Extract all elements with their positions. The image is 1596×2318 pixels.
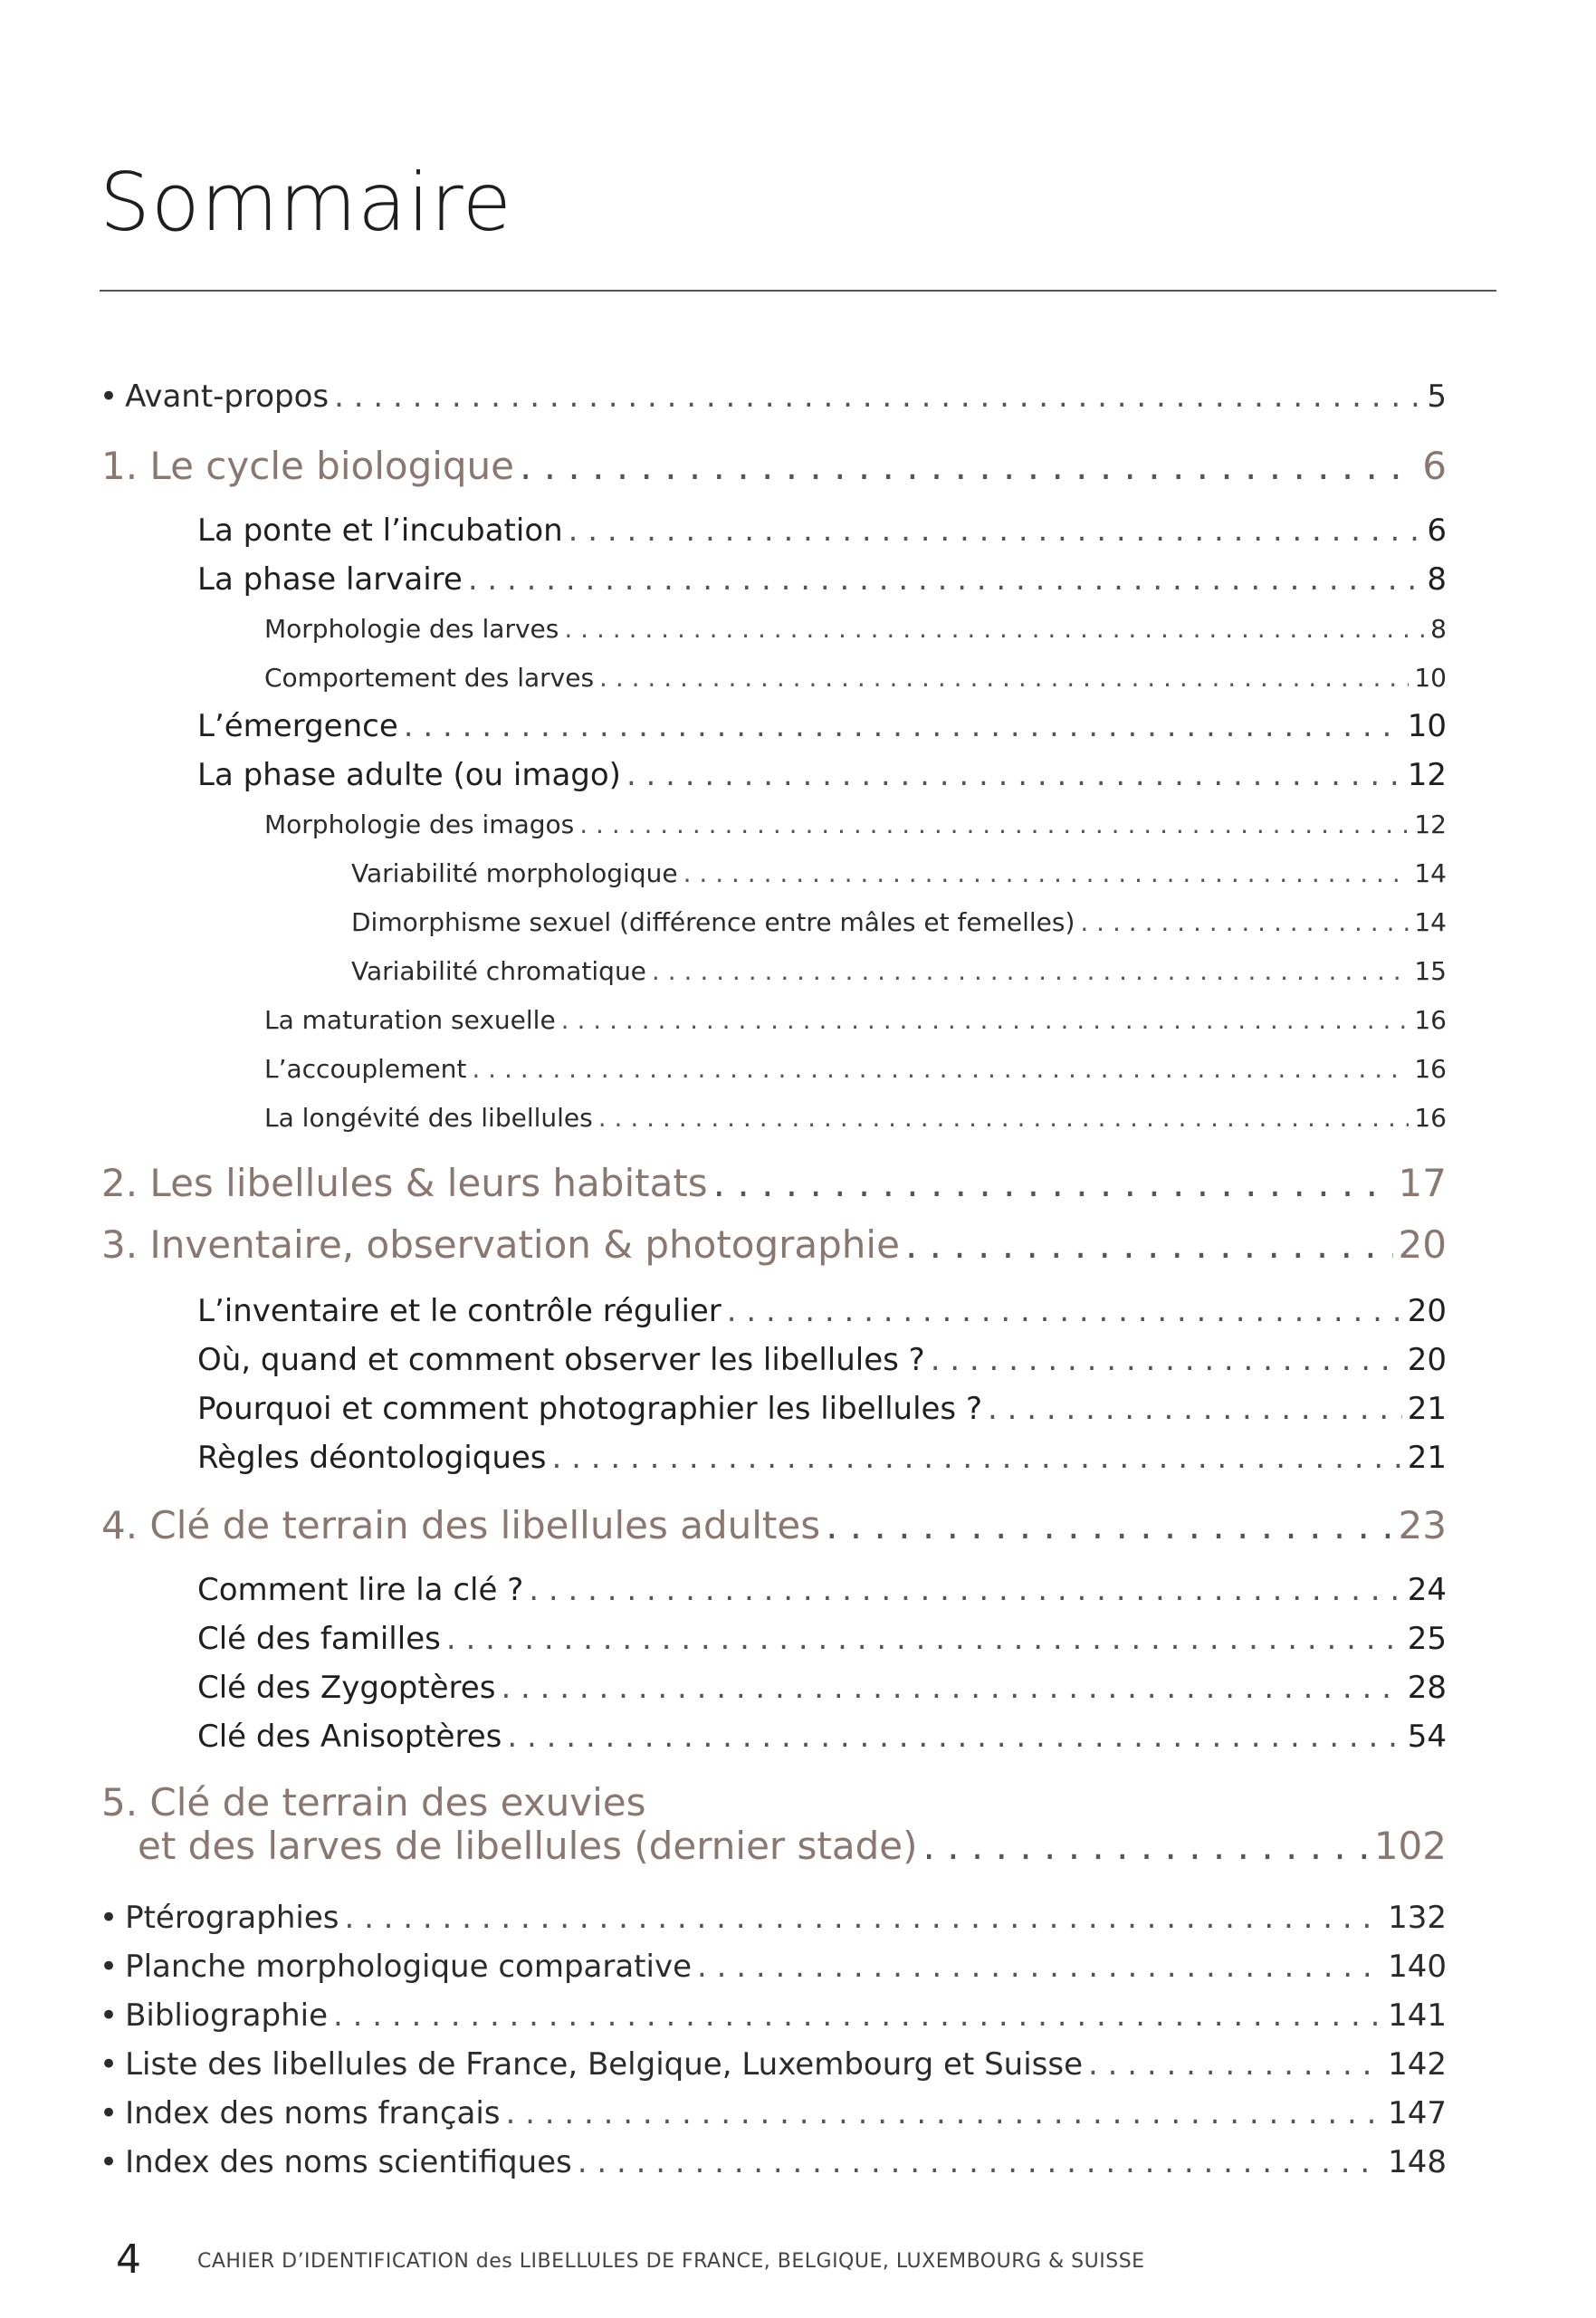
dot-leader [506, 2095, 1383, 2131]
toc-entry[interactable] [264, 1005, 1447, 1035]
title-divider [100, 290, 1496, 292]
toc-entry[interactable] [197, 1621, 1447, 1657]
dot-leader [931, 1342, 1402, 1378]
toc-entry-page: 24 [1407, 1572, 1447, 1608]
toc-entry-page: 16 [1414, 1103, 1447, 1133]
toc-entry-page: 21 [1407, 1391, 1447, 1427]
dot-leader [507, 1719, 1401, 1755]
bullet: • [100, 378, 119, 415]
toc-entry-page: 21 [1407, 1440, 1447, 1476]
toc-entry-label: Clé des familles [197, 1621, 441, 1657]
toc-entry-label: La longévité des libellules [264, 1103, 593, 1133]
bullet: • [100, 1900, 119, 1936]
dot-leader [923, 1824, 1369, 1868]
dot-leader [468, 561, 1422, 598]
bullet: • [100, 2095, 119, 2131]
toc-entry-label: Planche morphologique comparative [125, 1949, 692, 1985]
toc-entry[interactable] [264, 663, 1447, 693]
toc-entry-label: L’émergence [197, 708, 398, 744]
toc-entry-page: 141 [1388, 1997, 1447, 2034]
toc-entry-label: La ponte et l’incubation [197, 512, 563, 549]
toc-entry-page: 5 [1427, 378, 1447, 415]
toc-chapter[interactable] [101, 1222, 1447, 1267]
dot-leader [333, 1997, 1382, 2034]
toc-entry-page: 16 [1414, 1005, 1447, 1035]
bullet: • [100, 1949, 119, 1985]
bullet: • [100, 2144, 119, 2180]
toc-entry[interactable] [197, 1719, 1447, 1755]
toc-entry-page: 20 [1398, 1222, 1447, 1267]
toc-entry[interactable] [100, 1900, 1447, 1936]
toc-entry-page: 10 [1407, 708, 1447, 744]
toc-entry-label: Morphologie des larves [264, 614, 559, 644]
toc-chapter[interactable] [101, 1161, 1447, 1205]
dot-leader [1080, 907, 1409, 937]
toc-entry-page: 20 [1407, 1293, 1447, 1329]
toc-entry-label: La phase adulte (ou imago) [197, 757, 621, 793]
toc-entry-label: Index des noms scientifiques [125, 2144, 572, 2180]
dot-leader [564, 614, 1425, 644]
toc-entry-label: Clé des Anisoptères [197, 1719, 502, 1755]
toc-chapter[interactable] [138, 1824, 1447, 1868]
toc-entry-page: 8 [1430, 614, 1447, 644]
footer-page-number: 4 [116, 2237, 141, 2283]
page-title: Sommaire [100, 156, 512, 249]
dot-leader [472, 1054, 1409, 1084]
dot-leader [344, 1900, 1382, 1936]
dot-leader [561, 1005, 1410, 1035]
dot-leader [683, 858, 1410, 888]
dot-leader [727, 1293, 1402, 1329]
footer-running-title: CAHIER D’IDENTIFICATION des LIBELLULES DE FRANCE, BELGIQUE, LUXEMBOURG & SUISSE [197, 2250, 1145, 2273]
toc-entry[interactable] [197, 757, 1447, 793]
toc-entry-label: Variabilité morphologique [351, 858, 678, 888]
toc-entry[interactable] [197, 1440, 1447, 1476]
toc-entry-label: L’inventaire et le contrôle régulier [197, 1293, 722, 1329]
toc-entry[interactable] [100, 2095, 1447, 2131]
dot-leader [988, 1391, 1402, 1427]
toc-entry[interactable] [264, 614, 1447, 644]
toc-entry-label: Où, quand et comment observer les libellules ? [197, 1342, 925, 1378]
toc-entry[interactable] [351, 907, 1447, 937]
dot-leader [713, 1161, 1393, 1205]
toc-entry[interactable] [197, 708, 1447, 744]
toc-entry-page: 8 [1427, 561, 1447, 598]
toc-entry-label: Morphologie des imagos [264, 809, 575, 839]
toc-entry[interactable] [100, 2144, 1447, 2180]
toc-entry[interactable] [351, 858, 1447, 888]
toc-entry-label: Dimorphisme sexuel (différence entre mâles et femelles) [351, 907, 1075, 937]
toc-entry-label: Règles déontologiques [197, 1440, 547, 1476]
toc-entry[interactable] [100, 2046, 1447, 2083]
toc-entry-page: 17 [1398, 1161, 1447, 1205]
dot-leader [652, 956, 1409, 986]
dot-leader [598, 1103, 1410, 1133]
dot-leader [599, 663, 1409, 693]
dot-leader [520, 444, 1417, 488]
toc-entry-page: 25 [1407, 1621, 1447, 1657]
dot-leader [578, 2144, 1382, 2180]
toc-entry-page: 132 [1388, 1900, 1447, 1936]
toc-entry-page: 20 [1407, 1342, 1447, 1378]
toc-entry[interactable] [351, 956, 1447, 986]
toc-entry-label: Clé des Zygoptères [197, 1670, 496, 1706]
toc-entry[interactable] [264, 1103, 1447, 1133]
toc-entry-page: 102 [1373, 1824, 1447, 1868]
toc-entry-page: 10 [1414, 663, 1447, 693]
dot-leader [334, 378, 1421, 415]
toc-entry-page: 15 [1414, 956, 1447, 986]
toc-entry-page: 6 [1427, 512, 1447, 549]
dot-leader [579, 809, 1409, 839]
toc-entry-page: 147 [1388, 2095, 1447, 2131]
toc-entry-page: 54 [1407, 1719, 1447, 1755]
toc-entry[interactable] [197, 1572, 1447, 1608]
toc-entry-label: Avant-propos [125, 378, 330, 415]
toc-entry[interactable] [100, 378, 1447, 415]
toc-entry-page: 12 [1407, 757, 1447, 793]
toc-entry-label: L’accouplement [264, 1054, 467, 1084]
toc-entry-label: La phase larvaire [197, 561, 463, 598]
toc-entry[interactable] [197, 1391, 1447, 1427]
toc-entry-page: 140 [1388, 1949, 1447, 1985]
toc-entry-label: Index des noms français [125, 2095, 501, 2131]
toc-entry[interactable] [197, 1293, 1447, 1329]
toc-entry-label: Pourquoi et comment photographier les libellules ? [197, 1391, 982, 1427]
toc-entry[interactable] [264, 809, 1447, 839]
dot-leader [446, 1621, 1402, 1657]
toc-entry-label: Variabilité chromatique [351, 956, 646, 986]
dot-leader [569, 512, 1422, 549]
toc-entry-label: La maturation sexuelle [264, 1005, 556, 1035]
toc-entry-label: Comment lire la clé ? [197, 1572, 524, 1608]
toc-chapter[interactable] [101, 1503, 1447, 1547]
toc-chapter-line1[interactable]: 5. Clé de terrain des exuvies [101, 1780, 646, 1825]
dot-leader [529, 1572, 1401, 1608]
bullet: • [100, 2046, 119, 2083]
toc-entry[interactable] [197, 1342, 1447, 1378]
dot-leader [905, 1222, 1393, 1267]
toc-entry-page: 148 [1388, 2144, 1447, 2180]
toc-entry-page: 28 [1407, 1670, 1447, 1706]
toc-entry-label: 1. Le cycle biologique [101, 444, 515, 488]
dot-leader [1088, 2046, 1382, 2083]
toc-chapter[interactable] [101, 444, 1447, 488]
toc-entry-label: 4. Clé de terrain des libellules adultes [101, 1503, 821, 1547]
toc-entry[interactable] [100, 1997, 1447, 2034]
toc-entry[interactable] [197, 1670, 1447, 1706]
toc-entry[interactable] [264, 1054, 1447, 1084]
toc-entry-label: 2. Les libellules & leurs habitats [101, 1161, 708, 1205]
toc-entry[interactable] [197, 512, 1447, 549]
toc-entry-page: 23 [1398, 1503, 1447, 1547]
dot-leader [552, 1440, 1402, 1476]
toc-entry-label: Comportement des larves [264, 663, 595, 693]
toc-entry-page: 14 [1414, 858, 1447, 888]
toc-entry-label: Liste des libellules de France, Belgique, Luxembourg et Suisse [125, 2046, 1084, 2083]
dot-leader [826, 1503, 1392, 1547]
toc-entry-label: 3. Inventaire, observation & photographie [101, 1222, 900, 1267]
toc-entry-label: et des larves de libellules (dernier stade) [138, 1824, 918, 1868]
toc-entry[interactable] [100, 1949, 1447, 1985]
bullet: • [100, 1997, 119, 2034]
toc-entry-page: 6 [1422, 444, 1447, 488]
dot-leader [501, 1670, 1401, 1706]
toc-entry-page: 14 [1414, 907, 1447, 937]
dot-leader [404, 708, 1402, 744]
toc-entry-page: 16 [1414, 1054, 1447, 1084]
toc-entry-page: 142 [1388, 2046, 1447, 2083]
dot-leader [697, 1949, 1382, 1985]
toc-entry[interactable] [197, 561, 1447, 598]
toc-entry-label: Ptérographies [125, 1900, 339, 1936]
toc-entry-page: 12 [1414, 809, 1447, 839]
toc-entry-label: Bibliographie [125, 1997, 329, 2034]
dot-leader [626, 757, 1402, 793]
